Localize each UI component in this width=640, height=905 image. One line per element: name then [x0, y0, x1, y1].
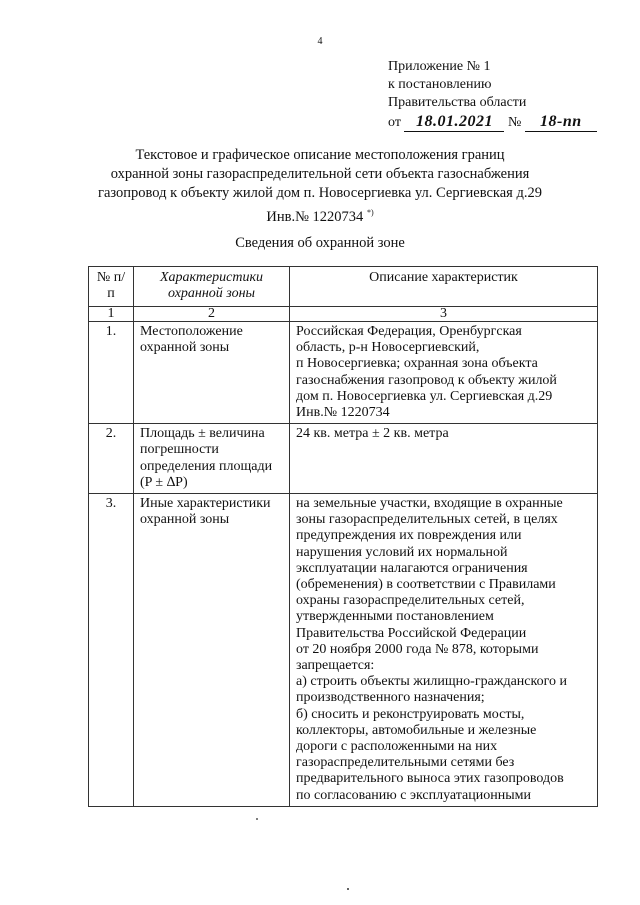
description-line: предупреждения их повреждения или: [296, 528, 522, 544]
row-description: [290, 494, 598, 807]
description-line: от 20 ноября 2000 года № 878, которыми: [296, 641, 539, 657]
description-line: предварительного выноса этих газопроводов: [296, 771, 564, 787]
inventory-number: Инв.№ 1220734: [266, 208, 364, 225]
number-prefix: №: [507, 115, 522, 130]
description-line: нарушения условий их нормальной: [296, 544, 508, 560]
column-number-1: 1: [89, 307, 134, 322]
appendix-block: [388, 58, 526, 112]
row-number: 3.: [89, 494, 134, 807]
table-row: [89, 494, 598, 807]
appendix-line-3: Правительства области: [388, 95, 527, 110]
row-description: [290, 424, 598, 494]
description-line: б) сносить и реконструировать мосты,: [296, 706, 525, 722]
description-line: зоны газораспределительных сетей, в целях: [296, 512, 558, 528]
description-line: дороги с расположенными на них: [296, 739, 498, 755]
header-characteristics: Характеристики охранной зоны: [134, 267, 290, 307]
header-number: № п/п: [89, 267, 134, 307]
description-line: газораспределительными сетями без: [296, 755, 515, 771]
handwritten-number: 18-пп: [525, 113, 597, 132]
appendix-line-1: Приложение № 1: [388, 59, 491, 74]
column-number-row: [89, 307, 598, 322]
date-prefix: от: [388, 115, 401, 130]
description-line: утвержденными постановлением: [296, 609, 494, 625]
description-line: по согласованию с эксплуатационными: [296, 787, 531, 803]
table-row: [89, 322, 598, 424]
section-heading: Сведения об охранной зоне: [235, 235, 405, 251]
row-characteristic: Местоположение охранной зоны: [134, 322, 290, 424]
row-number: 1.: [89, 322, 134, 424]
column-number-2: 2: [134, 307, 290, 322]
description-line: на земельные участки, входящие в охранные: [296, 496, 563, 512]
description-line: дом п. Новосергиевка ул. Сергиевская д.29: [296, 388, 553, 404]
document-title: [60, 146, 580, 227]
footnote-mark: *): [366, 208, 374, 217]
description-line: запрещается:: [296, 658, 375, 674]
row-characteristic: Иные характеристики охранной зоны: [134, 494, 290, 807]
title-line-3: газопровод к объекту жилой дом п. Новосергиевка ул. Сергиевская д.29: [98, 185, 542, 201]
row-characteristic: Площадь ± величина погрешности определения площади (P ± ∆P): [134, 424, 290, 494]
title-line-1: Текстовое и графическое описание местоположения границ: [135, 147, 505, 163]
title-line-2: охранной зоны газораспределительной сети объекта газоснабжения: [110, 166, 530, 182]
description-line: Правительства Российской Федерации: [296, 625, 527, 641]
description-line: п Новосергиевка; охранная зона объекта: [296, 356, 538, 372]
protection-zone-table: [88, 266, 598, 807]
column-number-3: 3: [290, 307, 598, 322]
title-line-4: [60, 203, 580, 227]
description-line: 24 кв. метра ± 2 кв. метра: [296, 426, 449, 442]
description-line: эксплуатации налагаются ограничения: [296, 560, 528, 576]
page-number: 4: [317, 36, 323, 47]
row-number: 2.: [89, 424, 134, 494]
resolution-date-number: [388, 113, 597, 132]
description-line: (обременения) в соответствии с Правилами: [296, 577, 556, 593]
description-line: область, р-н Новосергиевский,: [296, 340, 480, 356]
table-header-row: [89, 267, 598, 307]
handwritten-date: 18.01.2021: [404, 113, 504, 132]
description-line: охраны газораспределительных сетей,: [296, 593, 525, 609]
table-row: [89, 424, 598, 494]
description-line: а) строить объекты жилищно-гражданского и: [296, 674, 567, 690]
row-description: [290, 322, 598, 424]
description-line: Российская Федерация, Оренбургская: [296, 324, 522, 339]
description-line: Инв.№ 1220734: [296, 405, 390, 421]
description-line: производственного назначения;: [296, 690, 485, 706]
appendix-line-2: к постановлению: [388, 77, 492, 92]
header-description: Описание характеристик: [290, 267, 598, 307]
description-line: газоснабжения газопровод к объекту жилой: [296, 372, 557, 388]
scan-speck: [347, 888, 349, 890]
scan-speck: [256, 818, 258, 820]
description-line: коллекторы, автомобильные и железные: [296, 722, 537, 738]
